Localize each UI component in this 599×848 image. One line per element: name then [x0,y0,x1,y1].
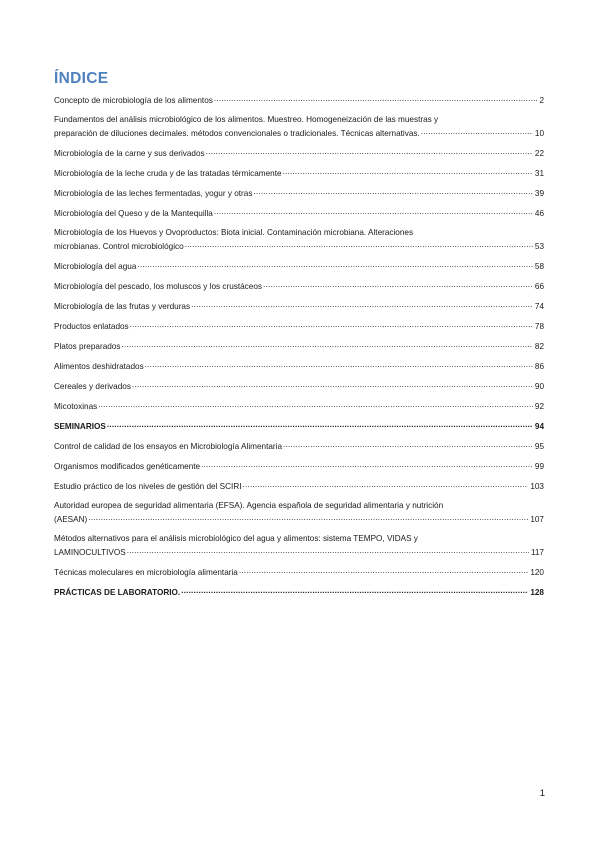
toc-entry-title: Microbiología de la carne y sus derivados [54,149,205,158]
toc-entry[interactable] [54,206,544,220]
toc-entry[interactable] [54,399,544,413]
toc-entry-page-number: 78 [534,322,544,331]
toc-entry-row [54,146,544,160]
toc-entry-page-number: 10 [534,129,544,138]
toc-leader-dots [239,565,528,575]
toc-entry-page-number: 22 [534,149,544,158]
toc-entry-title: PRÁCTICAS DE LABORATORIO. [54,588,181,597]
toc-leader-dots [214,93,538,103]
toc-entry-row [54,93,544,107]
toc-leader-dots [283,166,533,176]
toc-entry[interactable] [54,499,544,526]
toc-entry-row [54,419,544,433]
toc-entry-row [54,299,544,313]
toc-leader-dots [263,279,533,289]
toc-entry-title: Estudio práctico de los niveles de gestión del SCIRI [54,482,242,491]
toc-entry-page-number: 117 [530,548,544,557]
toc-leader-dots [88,512,528,522]
toc-entry-title: (AESAN) [54,515,88,524]
toc-entry-row [54,565,544,579]
toc-entry-row [54,166,544,180]
toc-entry[interactable] [54,419,544,433]
toc-entry-page-number: 94 [534,422,544,431]
toc-title: ÍNDICE [54,70,109,87]
toc-entry-text-line: Métodos alternativos para el análisis microbiológico del agua y alimentos: sistema TEMPO, VIDAS y [54,534,418,543]
toc-entry-title: Microbiología del Queso y de la Mantequilla [54,209,213,218]
toc-entry[interactable] [54,479,544,493]
toc-entry-row [54,545,544,559]
toc-entry-page-number: 53 [534,242,544,251]
toc-entry-row [54,479,544,493]
toc-leader-dots [107,419,533,429]
toc-leader-dots [214,206,533,216]
toc-entry-page-number: 82 [534,342,544,351]
toc-entry-page-number: 46 [534,209,544,218]
toc-leader-dots [185,239,533,249]
toc-entry-row [54,206,544,220]
toc-entry[interactable] [54,319,544,333]
toc-entry-title: Productos enlatados [54,322,129,331]
toc-entry-row [54,459,544,473]
toc-entry-title: Microbiología del agua [54,262,137,271]
toc-leader-dots [127,545,529,555]
toc-leader-dots [201,459,533,469]
toc-entry-page-number: 2 [539,96,544,105]
toc-leader-dots [243,479,529,489]
toc-entry-page-number: 58 [534,262,544,271]
toc-entry[interactable] [54,186,544,200]
toc-entry-title: Organismos modificados genéticamente [54,462,201,471]
toc-entry-title: Control de calidad de los ensayos en Microbiología Alimentaria [54,442,283,451]
toc-entry[interactable] [54,379,544,393]
toc-entry-text-line: Microbiología de los Huevos y Ovoproductos: Biota inicial. Contaminación microbiana. Alteraciones [54,228,414,237]
toc-entry-page-number: 107 [530,515,544,524]
toc-entry-row [54,359,544,373]
toc-entry-page-number: 90 [534,382,544,391]
toc-entry-row [54,585,544,599]
toc-entry[interactable] [54,279,544,293]
toc-entry-row [54,126,544,140]
toc-leader-dots [132,379,533,389]
toc-entry-page-number: 31 [534,169,544,178]
toc-entry[interactable] [54,259,544,273]
toc-leader-dots [145,359,533,369]
toc-entry[interactable] [54,565,544,579]
toc-entry-title: Técnicas moleculares en microbiología alimentaria [54,568,238,577]
toc-entry-page-number: 103 [530,482,544,491]
toc-entry[interactable] [54,585,544,599]
toc-entry[interactable] [54,339,544,353]
toc-entry-title: Microbiología del pescado, los moluscos y los crustáceos [54,282,262,291]
toc-entry-title: Platos preparados [54,342,121,351]
toc-leader-dots [130,319,533,329]
toc-entry-row [54,339,544,353]
toc-entry-page-number: 66 [534,282,544,291]
toc-entry-title: LAMINOCULTIVOS [54,548,126,557]
toc-entry-row [54,439,544,453]
toc-leader-dots [98,399,533,409]
toc-entry-title: Concepto de microbiología de los alimentos [54,96,213,105]
toc-leader-dots [283,439,533,449]
toc-entry-page-number: 120 [530,568,544,577]
toc-entry-page-number: 99 [534,462,544,471]
toc-leader-dots [191,299,533,309]
toc-entry-title: Microbiología de las frutas y verduras [54,302,191,311]
toc-entry[interactable] [54,359,544,373]
toc-entry-page-number: 74 [534,302,544,311]
toc-entry[interactable] [54,459,544,473]
toc-entry-row [54,239,544,253]
toc-leader-dots [121,339,532,349]
toc-leader-dots [253,186,532,196]
toc-entry-text-line: Autoridad europea de seguridad alimentaria (EFSA). Agencia española de seguridad alimentaria y nutrición [54,501,444,510]
toc-entry[interactable] [54,299,544,313]
toc-entry[interactable] [54,226,544,253]
toc-entry-row [54,379,544,393]
toc-entry[interactable] [54,93,544,107]
toc-entry-page-number: 128 [530,588,544,597]
toc-leader-dots [137,259,533,269]
toc-entry-page-number: 39 [534,189,544,198]
toc-entry[interactable] [54,113,544,140]
toc-leader-dots [421,126,533,136]
toc-leader-dots [206,146,533,156]
toc-entry[interactable] [54,146,544,160]
toc-entry[interactable] [54,439,544,453]
toc-entry-title: Microbiología de la leche cruda y de las tratadas térmicamente [54,169,282,178]
toc-leader-dots [181,585,528,595]
toc-entry-page-number: 95 [534,442,544,451]
toc-entry-text-line: Fundamentos del análisis microbiológico de los alimentos. Muestreo. Homogeneización de las muestras y [54,115,439,124]
page-number: 1 [539,788,545,799]
toc-entry-row [54,279,544,293]
toc-entry-title: SEMINARIOS [54,422,106,431]
toc-entry-title: Microbiología de las leches fermentadas, yogur y otras [54,189,253,198]
toc-entry-row [54,259,544,273]
toc-entry-page-number: 92 [534,402,544,411]
toc-entry-row [54,186,544,200]
toc-entry-title: Cereales y derivados [54,382,131,391]
toc-entry[interactable] [54,532,544,559]
toc-entry-row [54,319,544,333]
toc-entry[interactable] [54,166,544,180]
toc-entry-page-number: 86 [534,362,544,371]
toc-entry-title: Micotoxinas [54,402,98,411]
toc-entry-title: Alimentos deshidratados [54,362,144,371]
toc-entry-row [54,512,544,526]
table-of-contents [54,93,544,605]
toc-entry-title: preparación de diluciones decimales. métodos convencionales o tradicionales. Técnicas alternativas. [54,129,420,138]
toc-entry-row [54,399,544,413]
toc-entry-title: microbianas. Control microbiológico [54,242,184,251]
